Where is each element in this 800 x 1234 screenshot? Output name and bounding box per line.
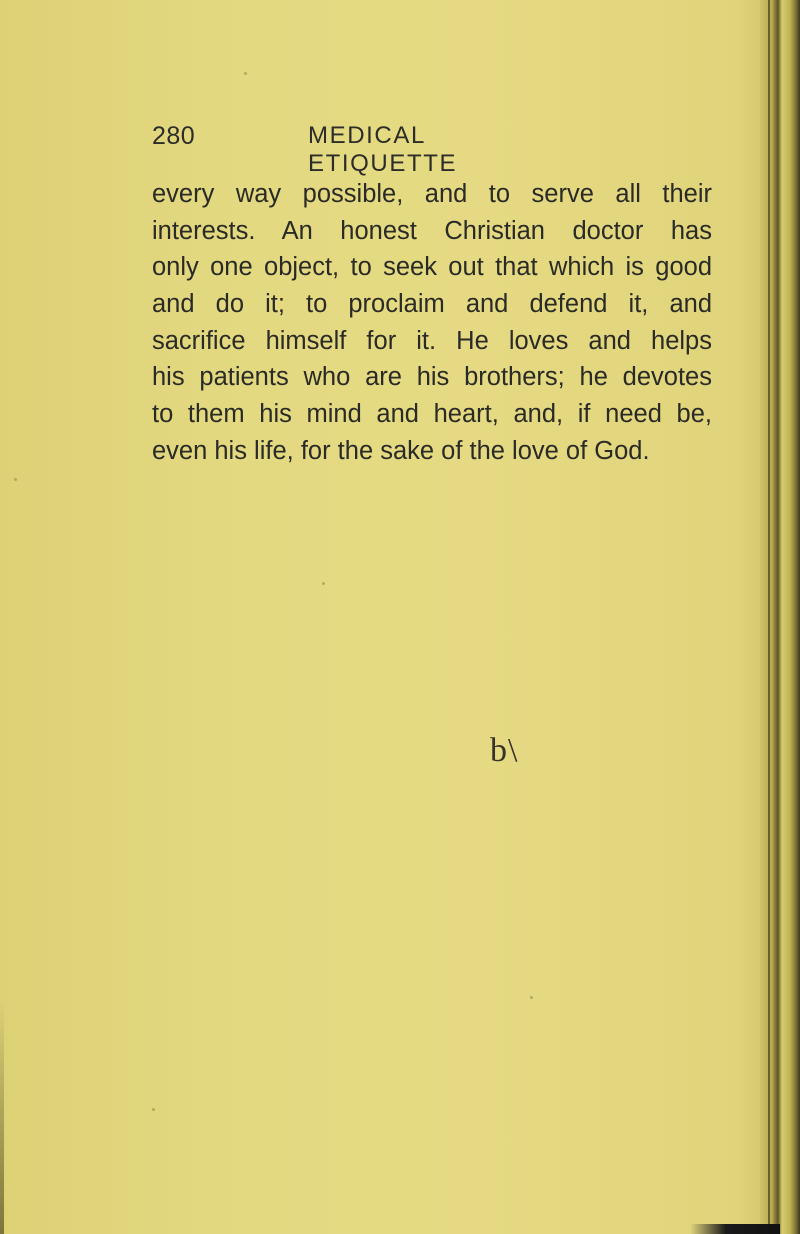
text-line: to them his mind and heart, and, if need be,	[152, 400, 712, 429]
text-line: sacrifice himself for it. He loves and helps	[152, 326, 712, 355]
page-bottom-shadow	[690, 1224, 780, 1234]
paper-speck	[244, 72, 247, 75]
text-line: interests. An honest Christian doctor has	[152, 216, 712, 245]
paper-speck	[152, 1108, 155, 1111]
text-line: every way possible, and to serve all their	[152, 180, 712, 208]
paper-speck	[530, 996, 533, 999]
page-edge-line	[768, 0, 770, 1234]
running-head	[152, 122, 552, 177]
page-edge	[760, 0, 800, 1234]
text-line: even his life, for the sake of the love of God.	[152, 436, 650, 465]
page-crease	[0, 1000, 4, 1234]
text-line: and do it; to proclaim and defend it, and	[152, 290, 712, 319]
page-header-title: MEDICAL ETIQUETTE	[308, 122, 458, 177]
text-line: his patients who are his brothers; he devotes	[152, 363, 712, 392]
body-paragraph	[152, 176, 712, 470]
page-number: 280	[152, 122, 196, 150]
text-line: only one object, to seek out that which is good	[152, 253, 712, 282]
paper-speck	[322, 582, 325, 585]
paper-speck	[14, 478, 17, 481]
ink-mark: b\	[490, 732, 519, 769]
